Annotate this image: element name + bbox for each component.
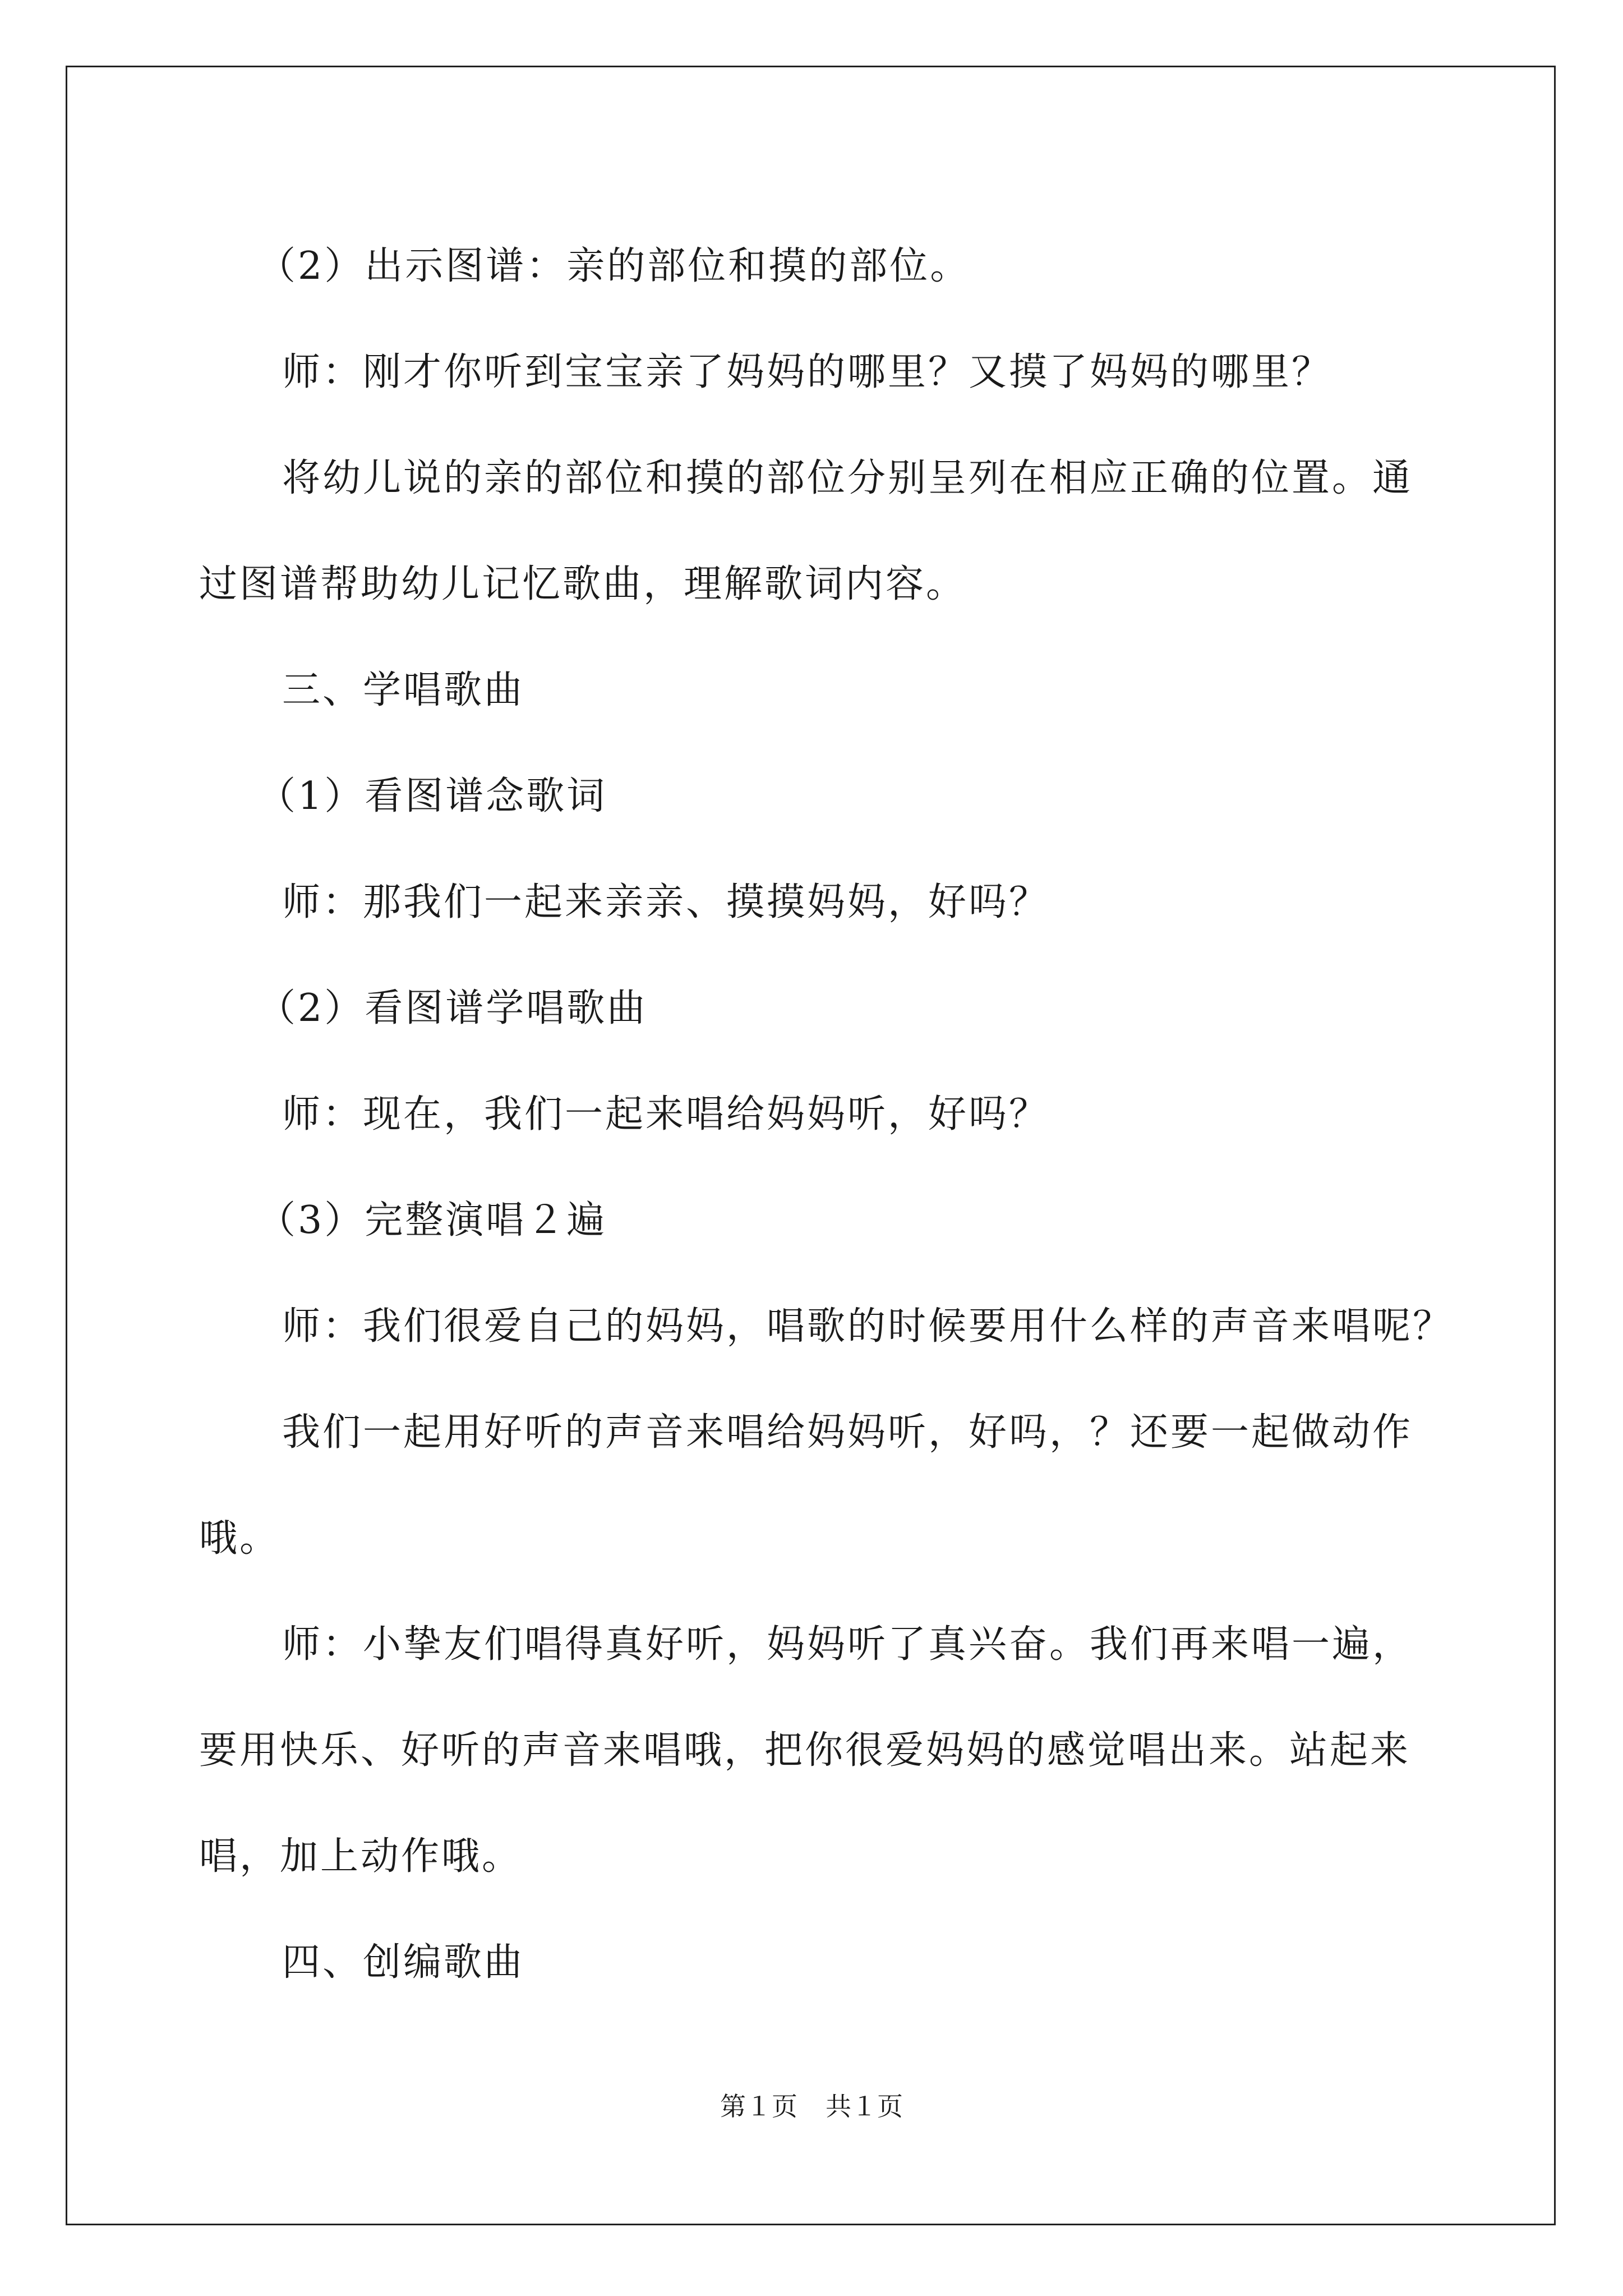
document-body bbox=[199, 213, 1454, 2016]
section-heading: 四、创编歌曲 bbox=[282, 1940, 525, 1985]
page-number: 第１页 bbox=[720, 2091, 797, 2122]
paragraph: 师：刚才你听到宝宝亲了妈妈的哪里？又摸了妈妈的哪里？ bbox=[282, 350, 1332, 394]
paragraph: 师：我们很爱自己的妈妈，唱歌的时候要用什么样的声音来唱呢？ bbox=[282, 1304, 1454, 1349]
paragraph: 师：那我们一起来亲亲、摸摸妈妈，好吗？ bbox=[282, 880, 1050, 924]
paragraph: （1）看图谱念歌词 bbox=[257, 774, 607, 818]
paragraph: （2）出示图谱：亲的部位和摸的部位。 bbox=[257, 244, 971, 288]
paragraph: 师：小挚友们唱得真好听，妈妈听了真兴奋。我们再来唱一遍， bbox=[282, 1622, 1413, 1667]
page-footer bbox=[0, 2090, 1623, 2123]
paragraph: 我们一起用好听的声音来唱给妈妈听，好吗，？还要一起做动作 bbox=[282, 1410, 1413, 1455]
paragraph: 将幼儿说的亲的部位和摸的部位分别呈列在相应正确的位置。通 bbox=[282, 456, 1413, 500]
paragraph: 哦。 bbox=[199, 1516, 280, 1561]
paragraph: 过图谱帮助幼儿记忆歌曲，理解歌词内容。 bbox=[199, 562, 967, 606]
paragraph: （3）完整演唱２遍 bbox=[257, 1198, 607, 1243]
paragraph: 师：现在，我们一起来唱给妈妈听，好吗？ bbox=[282, 1092, 1050, 1137]
paragraph: 唱，加上动作哦。 bbox=[199, 1834, 523, 1879]
page-total: 共１页 bbox=[826, 2091, 903, 2122]
section-heading: 三、学唱歌曲 bbox=[282, 668, 525, 712]
paragraph: （2）看图谱学唱歌曲 bbox=[257, 986, 648, 1030]
paragraph: 要用快乐、好听的声音来唱哦，把你很爱妈妈的感觉唱出来。站起来 bbox=[199, 1728, 1411, 1773]
